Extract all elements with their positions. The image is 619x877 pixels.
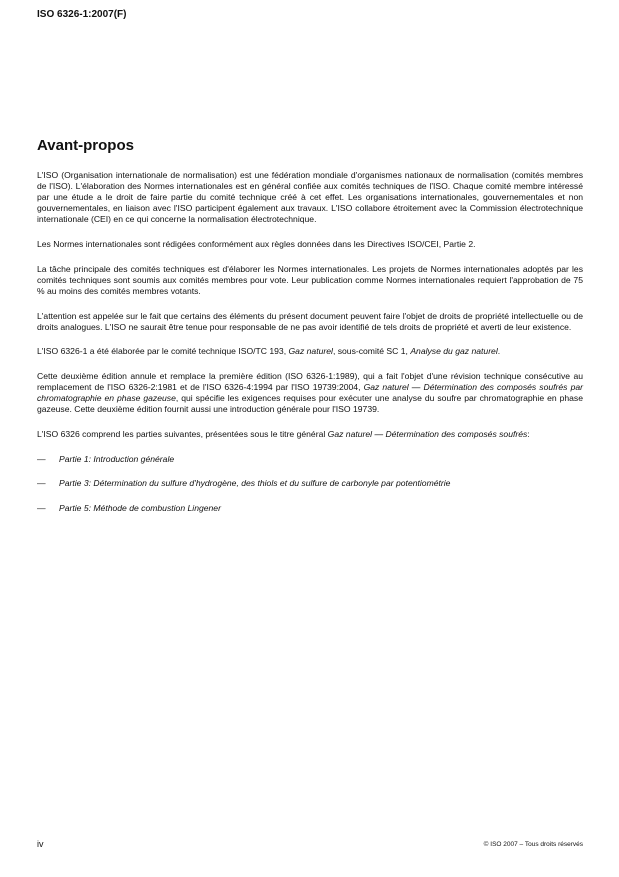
list-item-text: Partie 3: Détermination du sulfure d'hydrogène, des thiols et du sulfure de carbonyle par potentiométrie [59, 478, 451, 489]
page-number: iv [37, 839, 44, 849]
italic-text: Analyse du gaz naturel [410, 346, 498, 357]
section-title: Avant-propos [37, 137, 134, 154]
text: , sous-comité SC 1, [332, 346, 411, 357]
dash: — [37, 453, 46, 464]
paragraph: L'attention est appelée sur le fait que certains des éléments du présent document peuvent faire l'objet de droits de propriété intellectuelle ou de droits analogues. L'ISO ne saurait être tenue pour responsable de ne pas avoir identifié de tels droits de propriété et averti de leur existence. [37, 310, 583, 332]
paragraph [37, 346, 583, 357]
paragraph: L'ISO (Organisation internationale de normalisation) est une fédération mondiale d'organismes nationaux de normalisation (comités membres de l'ISO). L'élaboration des Normes internationales est en général confiée aux comités techniques de l'ISO. Chaque comité membre intéressé par une étude a le droit de faire partie du comité technique créé à cet effet. Les organisations internationales, gouvernementales et non gouvernementales, en liaison avec l'ISO participent également aux travaux. L'ISO collabore étroitement avec la Commission électrotechnique internationale (CEI) en ce qui concerne la normalisation électrotechnique. [37, 170, 583, 225]
text: Cette deuxième édition annule et remplace la première édition (ISO 6326-1:1989), qui a fait l'objet d'une révision technique consécutive au remplacement de l'ISO 6326-2:1981 et de l'ISO 6326-4:1994 par l'ISO 19739:2004, [37, 371, 583, 393]
italic-text: Gaz naturel — Détermination des composés soufrés par chromatographie en phase gazeuse [37, 382, 583, 404]
text: L'ISO 6326-1 a été élaborée par le comité technique ISO/TC 193, [37, 346, 289, 357]
text: : [527, 429, 530, 440]
paragraph: Les Normes internationales sont rédigées conformément aux règles données dans les Directives ISO/CEI, Partie 2. [37, 239, 476, 250]
list-item [37, 454, 583, 465]
dash: — [37, 478, 46, 489]
document-header: ISO 6326-1:2007(F) [37, 9, 127, 20]
text: . [497, 346, 501, 357]
list-item-text: Partie 5: Méthode de combustion Lingener [59, 503, 221, 514]
list-item [37, 503, 583, 514]
dash: — [37, 503, 46, 514]
list-item [37, 478, 583, 489]
copyright: © ISO 2007 – Tous droits réservés [483, 841, 583, 848]
italic-text: Gaz naturel [288, 346, 333, 357]
list-item-text: Partie 1: Introduction générale [59, 453, 175, 464]
document-body [37, 170, 583, 528]
italic-text: Gaz naturel — Détermination des composés soufrés [327, 429, 528, 440]
text: , qui spécifie les exigences requises pour exécuter une analyse du soufre par chromatographie en phase gazeuse. Cette deuxième édition fournit aussi une introduction générale pour l'ISO 19739. [37, 393, 584, 415]
paragraph [37, 371, 583, 415]
text: L'ISO 6326 comprend les parties suivantes, présentées sous le titre général [37, 429, 328, 440]
paragraph: La tâche principale des comités techniques est d'élaborer les Normes internationales. Les projets de Normes internationales adoptés par les comités techniques sont soumis aux comités membres pour vote. Leur publication comme Normes internationales requiert l'approbation de 75 % au moins des comités membres votants. [37, 263, 583, 296]
paragraph [37, 429, 583, 440]
